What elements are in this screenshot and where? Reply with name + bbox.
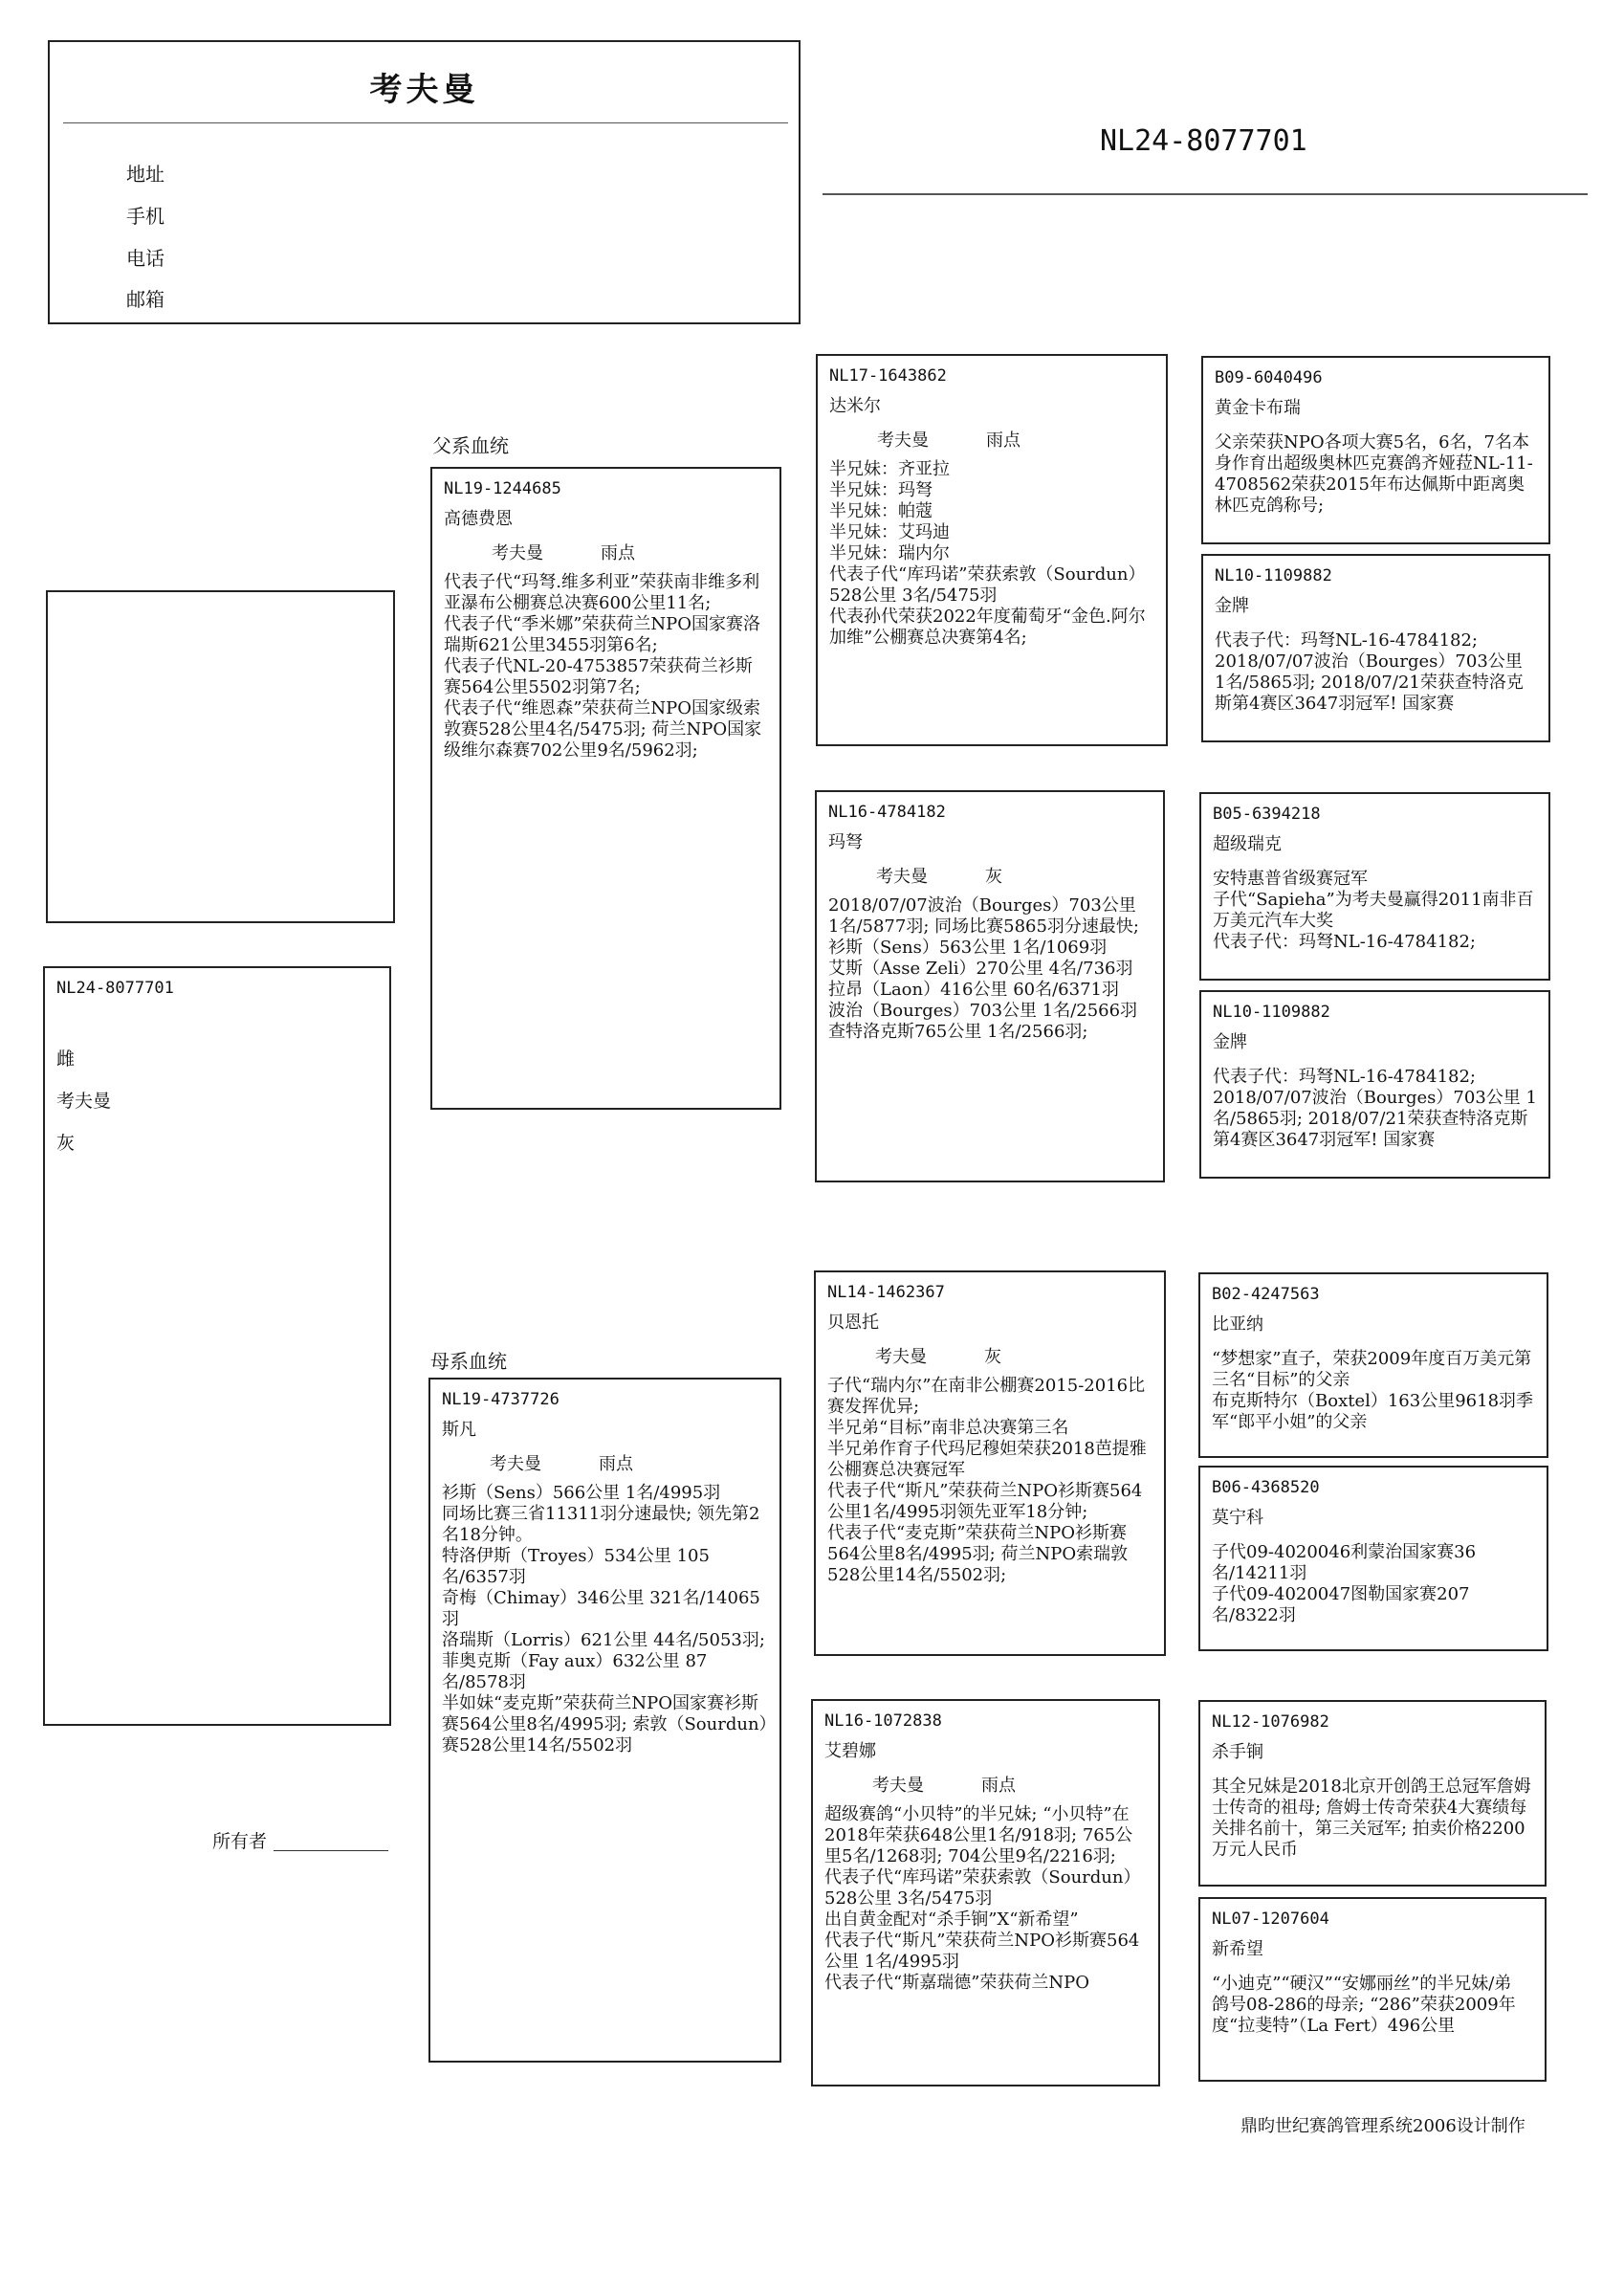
- photo-placeholder: [46, 590, 395, 923]
- sire-line-label: 父系血统: [432, 434, 509, 457]
- sire-ring: NL19-1244685: [444, 479, 561, 498]
- sire-card: [430, 467, 781, 1110]
- sdd-card: [1199, 990, 1550, 1179]
- dsd-ring: B06-4368520: [1212, 1478, 1320, 1497]
- dam-line-label: 母系血统: [430, 1350, 507, 1373]
- sire-description: 代表子代“玛弩.维多利亚”荣获南非维多利亚瀑布公棚赛总决赛600公里11名; 代表子代“季米娜”荣获荷兰NPO国家赛洛瑞斯621公里3455羽第6名; 代表子代NL-20-4753857荣获荷兰衫斯赛564公里5502羽第7名; 代表子代“维恩森”荣获荷兰NPO国家级索敦赛528公里4名/5475羽; 荷兰NPO国家级维尔森赛702公里9名/5962羽;: [444, 572, 762, 761]
- owner-divider: [63, 122, 788, 123]
- subject-color: 灰: [56, 1133, 76, 1154]
- ssd-description: 代表子代：玛弩NL-16-4784182; 2018/07/07波治（Bourges）703公里 1名/5865羽; 2018/07/21荣获查特洛克斯第4赛区3647羽冠军! 国家赛: [1215, 630, 1524, 714]
- dss-description: “梦想家”直子，荣获2009年度百万美元第三名“目标”的父亲 布克斯特尔（Boxtel）163公里9618羽季军“郎平小姐”的父亲: [1212, 1349, 1534, 1432]
- dd-name: 艾碧娜: [824, 1741, 876, 1761]
- dss-name: 比亚纳: [1212, 1314, 1263, 1335]
- dam-description: 衫斯（Sens）566公里 1名/4995羽 同场比赛三省11311羽分速最快; 领先第2名18分钟。 特洛伊斯（Troyes）534公里 105名/6357羽 奇梅（Chimay）346公里 321名/14065羽 洛瑞斯（Lorris）621公里 44名/5053羽; 菲奥克斯（Fay aux）632公里 87名/8578羽 半如妹“麦克斯”荣获荷兰NPO国家赛衫斯赛564公里8名/4995羽; 索敦（Sourdun）赛528公里14名/5502羽: [442, 1483, 768, 1755]
- dam-dam-card: [811, 1699, 1160, 2086]
- subject-breeder: 考夫曼: [56, 1091, 112, 1112]
- sdd-description: 代表子代：玛弩NL-16-4784182; 2018/07/07波治（Bourges）703公里 1名/5865羽; 2018/07/21荣获查特洛克斯第4赛区3647羽冠军! 国家赛: [1213, 1067, 1537, 1150]
- dss-ring: B02-4247563: [1212, 1285, 1320, 1304]
- owner-info-box: [48, 40, 801, 324]
- owner-sign-label: 所有者: [212, 1831, 268, 1852]
- dds-description: 其全兄妹是2018北京开创鸽王总冠军詹姆士传奇的祖母; 詹姆士传奇荣获4大赛绩每关排名前十，第三关冠军; 拍卖价格2200万元人民币: [1212, 1777, 1531, 1860]
- dds-name: 杀手锏: [1212, 1742, 1263, 1762]
- ss-name: 达米尔: [829, 396, 881, 416]
- sss-description: 父亲荣获NPO各项大赛5名，6名，7名本身作育出超级奥林匹克赛鸽齐娅菈NL-11-4708562荣获2015年布达佩斯中距离奥林匹克鸽称号;: [1215, 432, 1533, 516]
- sss-name: 黄金卡布瑞: [1215, 398, 1301, 418]
- sds-card: [1199, 792, 1550, 981]
- ds-meta: 考夫曼 灰: [875, 1347, 1001, 1367]
- owner-sign-line: [274, 1850, 388, 1851]
- sd-ring: NL16-4784182: [828, 803, 946, 822]
- dsd-description: 子代09-4020046利蒙治国家赛36名/14211羽 子代09-4020047图勒国家赛207名/8322羽: [1212, 1542, 1477, 1625]
- ddd-name: 新希望: [1212, 1939, 1263, 1959]
- dds-ring: NL12-1076982: [1212, 1712, 1329, 1732]
- owner-name: 考夫曼: [369, 71, 479, 109]
- ds-name: 贝恩托: [827, 1313, 879, 1333]
- mobile-label: 手机: [126, 205, 165, 228]
- ssd-ring: NL10-1109882: [1215, 566, 1332, 585]
- ds-ring: NL14-1462367: [827, 1283, 945, 1302]
- dam-card: [428, 1378, 781, 2063]
- footer-credit: 鼎昀世纪赛鸽管理系统2006设计制作: [1240, 2116, 1525, 2136]
- subject-sex: 雌: [56, 1049, 76, 1070]
- dam-meta: 考夫曼 雨点: [490, 1454, 633, 1474]
- sdd-ring: NL10-1109882: [1213, 1003, 1330, 1022]
- email-label: 邮箱: [126, 288, 165, 311]
- dam-ring: NL19-4737726: [442, 1390, 560, 1409]
- sds-name: 超级瑞克: [1213, 834, 1282, 854]
- sd-meta: 考夫曼 灰: [876, 867, 1002, 887]
- sss-card: [1201, 356, 1550, 544]
- sd-name: 玛弩: [828, 832, 863, 852]
- ssd-card: [1201, 554, 1550, 742]
- subject-pigeon-card: [43, 966, 391, 1726]
- sire-sire-card: [816, 354, 1168, 746]
- sdd-name: 金牌: [1213, 1032, 1247, 1052]
- title-divider: [823, 193, 1588, 195]
- sds-ring: B05-6394218: [1213, 805, 1321, 824]
- sire-meta: 考夫曼 雨点: [492, 543, 635, 563]
- address-label: 地址: [126, 163, 165, 186]
- dd-description: 超级赛鸽“小贝特”的半兄妹; “小贝特”在2018年荣获648公里1名/918羽; 765公里5名/1268羽; 704公里9名/2216羽; 代表子代“库玛诺”荣获索敦（Sourdun）528公里 3名/5475羽 出自黄金配对“杀手锏”X“新希望” 代表子代“斯凡”荣获荷兰NPO衫斯赛564公里 1名/4995羽 代表子代“斯嘉瑞德”荣获荷兰NPO: [824, 1804, 1141, 1993]
- ss-meta: 考夫曼 雨点: [877, 430, 1020, 451]
- dss-card: [1198, 1272, 1548, 1458]
- sire-name: 高德费恩: [444, 509, 513, 529]
- dds-card: [1198, 1700, 1547, 1887]
- ddd-ring: NL07-1207604: [1212, 1910, 1329, 1929]
- ds-description: 子代“瑞内尔”在南非公棚赛2015-2016比赛发挥优异; 半兄弟“目标”南非总决赛第三名 半兄弟作育子代玛尼穆妲荣获2018芭提雅公棚赛总决赛冠军 代表子代“斯凡”荣获荷兰NPO衫斯赛564公里1名/4995羽领先亚军18分钟; 代表子代“麦克斯”荣获荷兰NPO衫斯赛564公里8名/4995羽; 荷兰NPO索瑞敦528公里14名/5502羽;: [827, 1376, 1147, 1585]
- sd-description: 2018/07/07波治（Bourges）703公里 1名/5877羽; 同场比赛5865羽分速最快; 衫斯（Sens）563公里 1名/1069羽 艾斯（Asse Zeli）270公里 4名/736羽 拉昂（Laon）416公里 60名/6371羽 波治（Bourges）703公里 1名/2566羽 查特洛克斯765公里 1名/2566羽;: [828, 895, 1139, 1042]
- sds-description: 安特惠普省级赛冠军 子代“Sapieha”为考夫曼赢得2011南非百万美元汽车大奖 代表子代：玛弩NL-16-4784182;: [1213, 869, 1534, 952]
- ss-description: 半兄妹：齐亚拉 半兄妹：玛弩 半兄妹：帕蔻 半兄妹：艾玛迪 半兄妹：瑞内尔 代表子代“库玛诺”荣获索敦（Sourdun）528公里 3名/5475羽 代表孙代荣获2022年度葡萄牙“金色.阿尔加维”公棚赛总决赛第4名;: [829, 459, 1146, 648]
- ddd-description: “小迪克”“硬汉”“安娜丽丝”的半兄妹/弟 鸽号08-286的母亲; “286”荣获2009年度“拉斐特”（La Fert）496公里: [1212, 1974, 1516, 2036]
- dam-name: 斯凡: [442, 1420, 476, 1440]
- sire-dam-card: [815, 790, 1165, 1182]
- subject-ring: NL24-8077701: [56, 979, 174, 998]
- ss-ring: NL17-1643862: [829, 366, 947, 386]
- dsd-card: [1198, 1466, 1548, 1651]
- ssd-name: 金牌: [1215, 596, 1249, 616]
- sss-ring: B09-6040496: [1215, 368, 1323, 387]
- dd-meta: 考夫曼 雨点: [872, 1776, 1016, 1796]
- phone-label: 电话: [126, 247, 165, 270]
- dam-sire-card: [814, 1270, 1166, 1656]
- ring-number-title: NL24-8077701: [1100, 124, 1307, 158]
- dsd-name: 莫宁科: [1212, 1508, 1263, 1528]
- dd-ring: NL16-1072838: [824, 1711, 942, 1731]
- ddd-card: [1198, 1897, 1547, 2082]
